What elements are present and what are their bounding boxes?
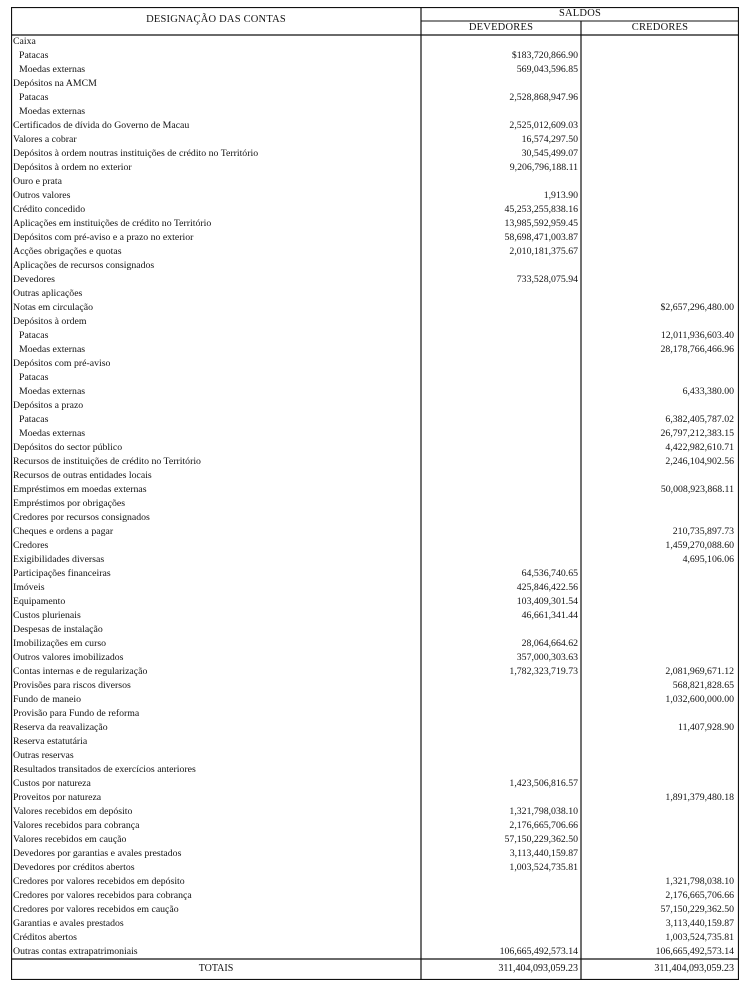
- account-label: Notas em circulação: [13, 302, 93, 313]
- debit-value: 2,525,012,609.03: [509, 120, 578, 131]
- credit-value: 1,032,600,000.00: [665, 694, 734, 705]
- table-row: [11, 357, 739, 371]
- account-label: Proveitos por natureza: [13, 792, 102, 803]
- table-row: [11, 819, 739, 833]
- totals-label: TOTAIS: [198, 963, 234, 974]
- account-label: Devedores: [13, 274, 55, 285]
- table-row: [11, 595, 739, 609]
- totals-credit: 311,404,093,059.23: [654, 963, 734, 974]
- account-label: Participações financeiras: [13, 568, 111, 579]
- account-label: Patacas: [19, 414, 49, 425]
- account-label: Despesas de instalação: [13, 624, 103, 635]
- table-row: [11, 49, 739, 63]
- debit-value: 106,665,492,573.14: [499, 946, 578, 957]
- table-row: [11, 707, 739, 721]
- credit-value: $2,657,296,480.00: [660, 302, 734, 313]
- debit-value: 3,113,440,159.87: [509, 848, 578, 859]
- account-label: Patacas: [19, 92, 49, 103]
- credit-value: 2,176,665,706.66: [665, 890, 734, 901]
- table-row: [11, 161, 739, 175]
- account-label: Contas internas e de regularização: [13, 666, 148, 677]
- table-row: [11, 945, 739, 959]
- account-label: Ouro e prata: [13, 176, 62, 187]
- table-row: [11, 175, 739, 189]
- account-label: Caixa: [13, 36, 36, 47]
- account-label: Patacas: [19, 372, 49, 383]
- account-label: Devedores por garantias e avales prestados: [13, 848, 182, 859]
- table-row: [11, 203, 739, 217]
- account-label: Patacas: [19, 50, 49, 61]
- credit-value: 1,459,270,088.60: [665, 540, 734, 551]
- table-row: [11, 637, 739, 651]
- credit-value: 11,407,928.90: [678, 722, 734, 733]
- account-label: Imóveis: [13, 582, 45, 593]
- credit-value: 568,821,828.65: [672, 680, 734, 691]
- credit-value: 57,150,229,362.50: [660, 904, 734, 915]
- credit-value: 2,246,104,902.56: [665, 456, 734, 467]
- table-row: [11, 427, 739, 441]
- table-row: [11, 245, 739, 259]
- account-label: Outros valores imobilizados: [13, 652, 124, 663]
- account-label: Reserva da reavalização: [13, 722, 108, 733]
- header-devedores: DEVEDORES: [468, 22, 534, 33]
- table-row: [11, 91, 739, 105]
- account-label: Provisão para Fundo de reforma: [13, 708, 140, 719]
- balance-sheet-table: [11, 7, 739, 980]
- account-label: Custos plurienais: [13, 610, 81, 621]
- debit-value: 1,321,798,038.10: [509, 806, 578, 817]
- account-label: Moedas externas: [19, 386, 86, 397]
- credit-value: 12,011,936,603.40: [660, 330, 734, 341]
- debit-value: 2,176,665,706.66: [509, 820, 578, 831]
- account-label: Credores: [13, 540, 49, 551]
- account-label: Depósitos à ordem noutras instituições de crédito no Território: [13, 148, 259, 159]
- account-label: Imobilizações em curso: [13, 638, 107, 649]
- account-label: Moedas externas: [19, 428, 86, 439]
- table-row: [11, 259, 739, 273]
- table-row: [11, 889, 739, 903]
- table-row: [11, 749, 739, 763]
- account-label: Equipamento: [13, 596, 66, 607]
- table-row: [11, 721, 739, 735]
- debit-value: 1,782,323,719.73: [509, 666, 578, 677]
- table-row: [11, 651, 739, 665]
- debit-value: 9,206,796,188.11: [509, 162, 578, 173]
- table-row: [11, 497, 739, 511]
- account-label: Garantias e avales prestados: [13, 918, 124, 929]
- account-label: Depósitos à ordem no exterior: [13, 162, 132, 173]
- account-label: Patacas: [19, 330, 49, 341]
- account-label: Depósitos com pré-aviso e a prazo no exterior: [13, 232, 194, 243]
- credit-value: 50,008,923,868.11: [660, 484, 734, 495]
- credit-value: 1,003,524,735.81: [665, 932, 734, 943]
- debit-value: 28,064,664.62: [521, 638, 578, 649]
- header-credores: CREDORES: [631, 22, 689, 33]
- debit-value: 357,000,303.63: [516, 652, 578, 663]
- account-label: Certificados de dívida do Governo de Macau: [13, 120, 190, 131]
- debit-value: 2,010,181,375.67: [509, 246, 578, 257]
- header-saldos: SALDOS: [558, 8, 602, 19]
- table-row: [11, 147, 739, 161]
- table-row: [11, 441, 739, 455]
- debit-value: 1,423,506,816.57: [509, 778, 578, 789]
- table-row: [11, 63, 739, 77]
- account-label: Fundo de maneio: [13, 694, 82, 705]
- credit-value: 1,321,798,038.10: [665, 876, 734, 887]
- table-row: [11, 455, 739, 469]
- table-row: [11, 469, 739, 483]
- account-label: Outras reservas: [13, 750, 74, 761]
- credit-value: 2,081,969,671.12: [665, 666, 734, 677]
- account-label: Credores por valores recebidos para cobrança: [13, 890, 192, 901]
- debit-value: 64,536,740.65: [521, 568, 578, 579]
- debit-value: 45,253,255,838.16: [504, 204, 578, 215]
- account-label: Cheques e ordens a pagar: [13, 526, 114, 537]
- debit-value: 58,698,471,003.87: [504, 232, 578, 243]
- account-label: Valores recebidos para cobrança: [13, 820, 140, 831]
- account-label: Custos por natureza: [13, 778, 91, 789]
- account-label: Depósitos com pré-aviso: [13, 358, 111, 369]
- account-label: Depósitos a prazo: [13, 400, 84, 411]
- account-label: Moedas externas: [19, 344, 86, 355]
- table-row: [11, 483, 739, 497]
- table-row: [11, 315, 739, 329]
- table-row: [11, 273, 739, 287]
- table-row: [11, 679, 739, 693]
- table-row: [11, 833, 739, 847]
- credit-value: 1,891,379,480.18: [665, 792, 734, 803]
- table-row: [11, 231, 739, 245]
- account-label: Créditos abertos: [13, 932, 77, 943]
- debit-value: $183,720,866.90: [511, 50, 578, 61]
- table-row: [11, 903, 739, 917]
- account-label: Empréstimos em moedas externas: [13, 484, 147, 495]
- account-label: Valores a cobrar: [13, 134, 77, 145]
- table-row: [11, 385, 739, 399]
- debit-value: 1,913.90: [543, 190, 578, 201]
- account-label: Outros valores: [13, 190, 71, 201]
- account-label: Credores por valores recebidos em depósito: [13, 876, 185, 887]
- debit-value: 733,528,075.94: [516, 274, 578, 285]
- table-row: [11, 931, 739, 945]
- table-row: [11, 525, 739, 539]
- table-row: [11, 119, 739, 133]
- credit-value: 210,735,897.73: [672, 526, 734, 537]
- debit-value: 30,545,499.07: [521, 148, 578, 159]
- table-row: [11, 693, 739, 707]
- debit-value: 16,574,297.50: [521, 134, 578, 145]
- table-row: [11, 847, 739, 861]
- debit-value: 2,528,868,947.96: [509, 92, 578, 103]
- account-label: Recursos de instituições de crédito no Território: [13, 456, 201, 467]
- table-row: [11, 735, 739, 749]
- table-row: [11, 35, 739, 49]
- credit-value: 106,665,492,573.14: [655, 946, 734, 957]
- header-designacao: DESIGNAÇÃO DAS CONTAS: [146, 14, 286, 25]
- account-label: Credores por recursos consignados: [13, 512, 150, 523]
- table-row: [11, 343, 739, 357]
- table-row: [11, 77, 739, 91]
- account-label: Moedas externas: [19, 64, 86, 75]
- account-label: Devedores por créditos abertos: [13, 862, 135, 873]
- credit-value: 6,433,380.00: [682, 386, 734, 397]
- table-row: [11, 133, 739, 147]
- credit-value: 4,695,106.06: [682, 554, 734, 565]
- table-row: [11, 861, 739, 875]
- account-label: Empréstimos por obrigações: [13, 498, 126, 509]
- debit-value: 569,043,596.85: [516, 64, 578, 75]
- table-row: [11, 763, 739, 777]
- account-label: Depósitos na AMCM: [13, 78, 97, 89]
- table-row: [11, 623, 739, 637]
- totals-debit: 311,404,093,059.23: [498, 963, 578, 974]
- table-row: [11, 665, 739, 679]
- debit-value: 46,661,341.44: [521, 610, 578, 621]
- account-label: Aplicações em instituições de crédito no Território: [13, 218, 212, 229]
- account-label: Acções obrigações e quotas: [13, 246, 122, 257]
- table-row: [11, 189, 739, 203]
- table-row: [11, 875, 739, 889]
- table-row: [11, 217, 739, 231]
- account-label: Credores por valores recebidos em caução: [13, 904, 179, 915]
- account-label: Provisões para riscos diversos: [13, 680, 131, 691]
- debit-value: 103,409,301.54: [516, 596, 578, 607]
- table-row: [11, 539, 739, 553]
- account-label: Aplicações de recursos consignados: [13, 260, 155, 271]
- credit-value: 28,178,766,466.96: [660, 344, 734, 355]
- table-row: [11, 301, 739, 315]
- debit-value: 13,985,592,959.45: [504, 218, 578, 229]
- account-label: Valores recebidos em caução: [13, 834, 127, 845]
- table-row: [11, 791, 739, 805]
- table-row: [11, 567, 739, 581]
- account-label: Depósitos à ordem: [13, 316, 87, 327]
- credit-value: 4,422,982,610.71: [665, 442, 734, 453]
- account-label: Depósitos do sector público: [13, 442, 123, 453]
- account-label: Recursos de outras entidades locais: [13, 470, 152, 481]
- table-row: [11, 287, 739, 301]
- table-row: [11, 805, 739, 819]
- table-row: [11, 413, 739, 427]
- table-row: [11, 105, 739, 119]
- table-row: [11, 777, 739, 791]
- account-label: Reserva estatutária: [13, 736, 88, 747]
- table-row: [11, 917, 739, 931]
- credit-value: 3,113,440,159.87: [665, 918, 734, 929]
- table-row: [11, 511, 739, 525]
- table-row: [11, 399, 739, 413]
- table-row: [11, 609, 739, 623]
- account-label: Moedas externas: [19, 106, 86, 117]
- account-label: Exigibilidades diversas: [13, 554, 105, 565]
- table-row: [11, 553, 739, 567]
- debit-value: 1,003,524,735.81: [509, 862, 578, 873]
- account-label: Crédito concedido: [13, 204, 86, 215]
- table-row: [11, 371, 739, 385]
- table-row: [11, 581, 739, 595]
- debit-value: 57,150,229,362.50: [504, 834, 578, 845]
- credit-value: 26,797,212,383.15: [660, 428, 734, 439]
- account-label: Valores recebidos em depósito: [13, 806, 133, 817]
- account-label: Resultados transitados de exercícios anteriores: [13, 764, 196, 775]
- debit-value: 425,846,422.56: [516, 582, 578, 593]
- credit-value: 6,382,405,787.02: [665, 414, 734, 425]
- account-label: Outras aplicações: [13, 288, 83, 299]
- table-row: [11, 329, 739, 343]
- account-label: Outras contas extrapatrimoniais: [13, 946, 138, 957]
